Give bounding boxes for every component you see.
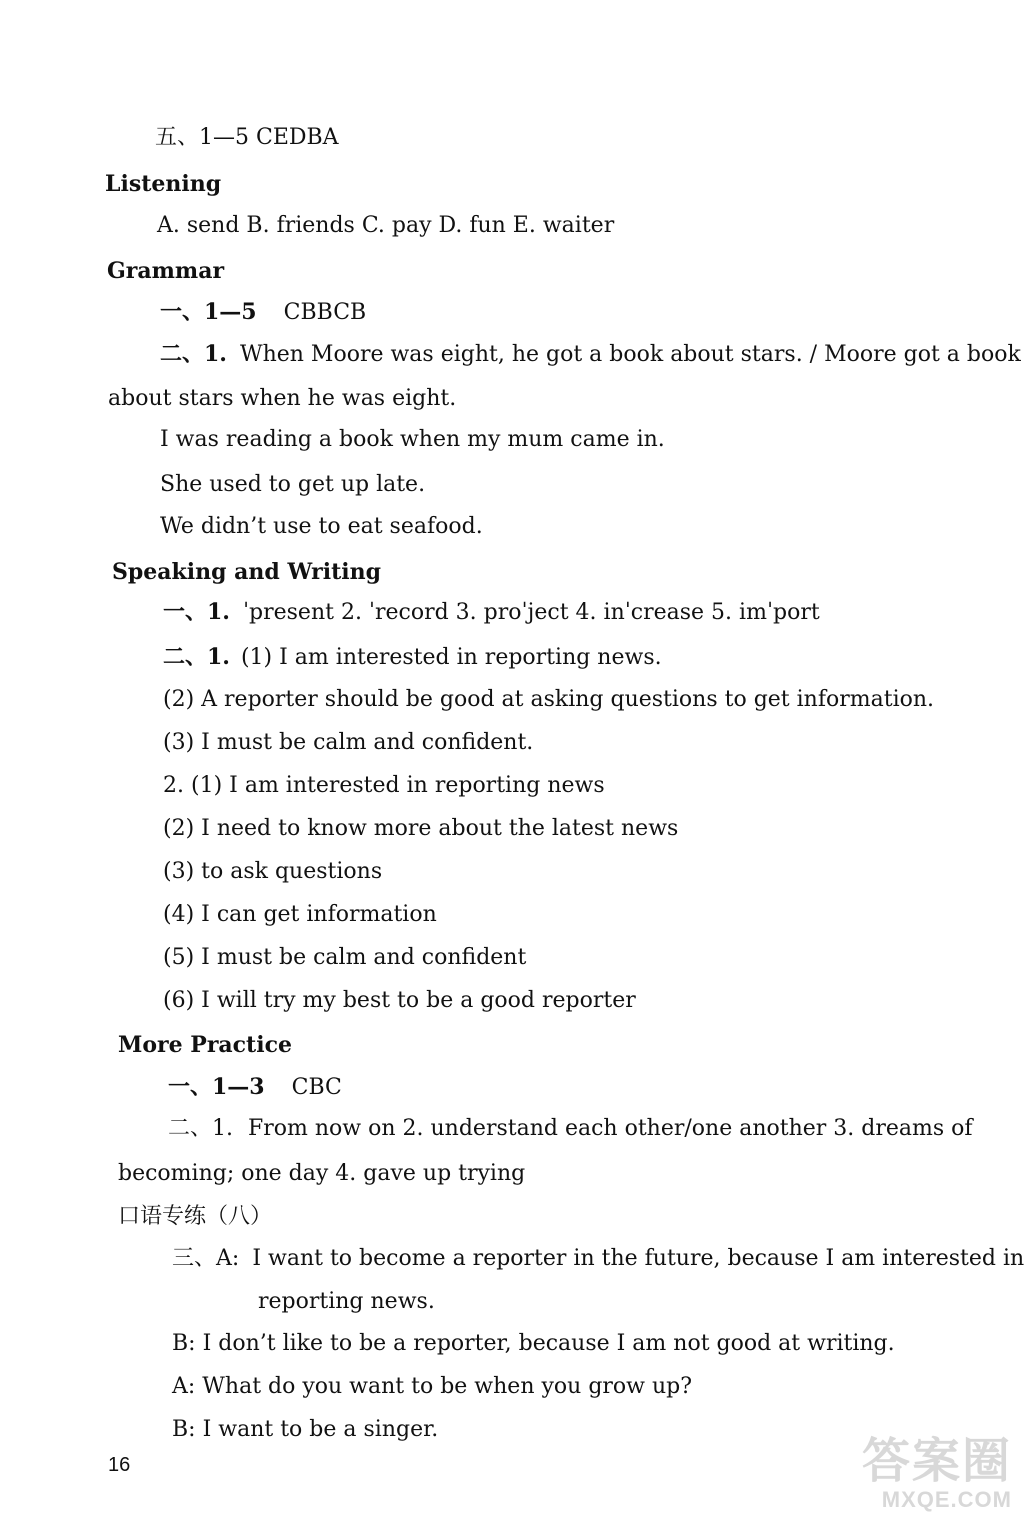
speaking-part1-label: 一、1. <box>163 599 230 625</box>
watermark <box>862 1436 1012 1512</box>
speaking-part2-item2-sub3: (3) to ask questions <box>163 859 383 884</box>
oral-part3-line3: A: What do you want to be when you grow up? <box>172 1374 693 1399</box>
more-practice-part2-label: 二、1. <box>168 1116 233 1141</box>
speaking-part2-sub2: (2) A reporter should be good at asking questions to get information. <box>163 687 935 712</box>
more-practice-part2 <box>168 1115 973 1143</box>
oral-part3-line1-cont: reporting news. <box>258 1289 435 1314</box>
grammar-part2-item1-text: When Moore was eight, he got a book about stars. / Moore got a book <box>239 342 1021 367</box>
speaking-part2-item1 <box>163 643 662 672</box>
heading-more-practice: More Practice <box>118 1032 292 1058</box>
watermark-url: MXQE.COM <box>881 1487 1012 1512</box>
grammar-part2-item3: She used to get up late. <box>160 472 426 497</box>
more-practice-part2-text: From now on 2. understand each other/one another 3. dreams of <box>248 1116 973 1141</box>
oral-part3-line1-text: I want to become a reporter in the future, because I am interested in <box>252 1246 1025 1271</box>
page-number: 16 <box>108 1454 131 1476</box>
heading-listening: Listening <box>105 171 222 197</box>
speaking-part2-item2-sub6: (6) I will try my best to be a good reporter <box>163 988 636 1013</box>
oral-part3-line2: B: I don’t like to be a reporter, because I am not good at writing. <box>172 1331 895 1356</box>
speaking-part2-item2-sub2: (2) I need to know more about the latest news <box>163 816 679 841</box>
grammar-part2-item4: We didn’t use to eat seafood. <box>160 514 483 539</box>
heading-grammar: Grammar <box>107 258 225 284</box>
grammar-part2-label: 二、1. <box>160 341 227 367</box>
grammar-part1-label: 一、1—5 <box>160 299 257 325</box>
speaking-part2-item2-sub4: (4) I can get information <box>163 902 437 927</box>
watermark-logo-text: 答案圈 <box>861 1435 1012 1488</box>
speaking-part2-item2-sub1: 2. (1) I am interested in reporting news <box>163 773 605 798</box>
heading-oral-practice: 口语专练（八） <box>118 1204 273 1229</box>
grammar-part1 <box>160 298 366 327</box>
heading-speaking-writing: Speaking and Writing <box>112 559 382 585</box>
grammar-part2-item2: I was reading a book when my mum came in. <box>160 427 665 452</box>
speaking-part1 <box>163 598 820 627</box>
oral-part3-line4: B: I want to be a singer. <box>172 1417 439 1442</box>
grammar-part2-item1-cont: about stars when he was eight. <box>108 386 457 411</box>
speaking-part2-label: 二、1. <box>163 644 230 670</box>
listening-answers: A. send B. friends C. pay D. fun E. waiter <box>157 213 615 238</box>
grammar-part2-item1 <box>160 340 1021 369</box>
more-practice-part1-text: CBC <box>291 1075 342 1100</box>
more-practice-part1-label: 一、1—3 <box>168 1074 265 1100</box>
speaking-part2-item2-sub5: (5) I must be calm and confident <box>163 945 527 970</box>
grammar-part1-text: CBBCB <box>283 300 367 325</box>
speaking-part1-text: ˈpresent 2. ˈrecord 3. proˈject 4. inˈcrease 5. imˈport <box>242 600 820 625</box>
oral-part3-label: 三、A: <box>172 1246 240 1271</box>
more-practice-part1 <box>168 1073 342 1102</box>
speaking-part2-sub3: (3) I must be calm and confident. <box>163 730 534 755</box>
speaking-part2-item1-text: (1) I am interested in reporting news. <box>240 645 662 670</box>
oral-part3-line1 <box>172 1245 1024 1273</box>
more-practice-part2-cont: becoming; one day 4. gave up trying <box>118 1161 526 1186</box>
section-five-answers: 五、1—5 CEDBA <box>155 125 339 150</box>
